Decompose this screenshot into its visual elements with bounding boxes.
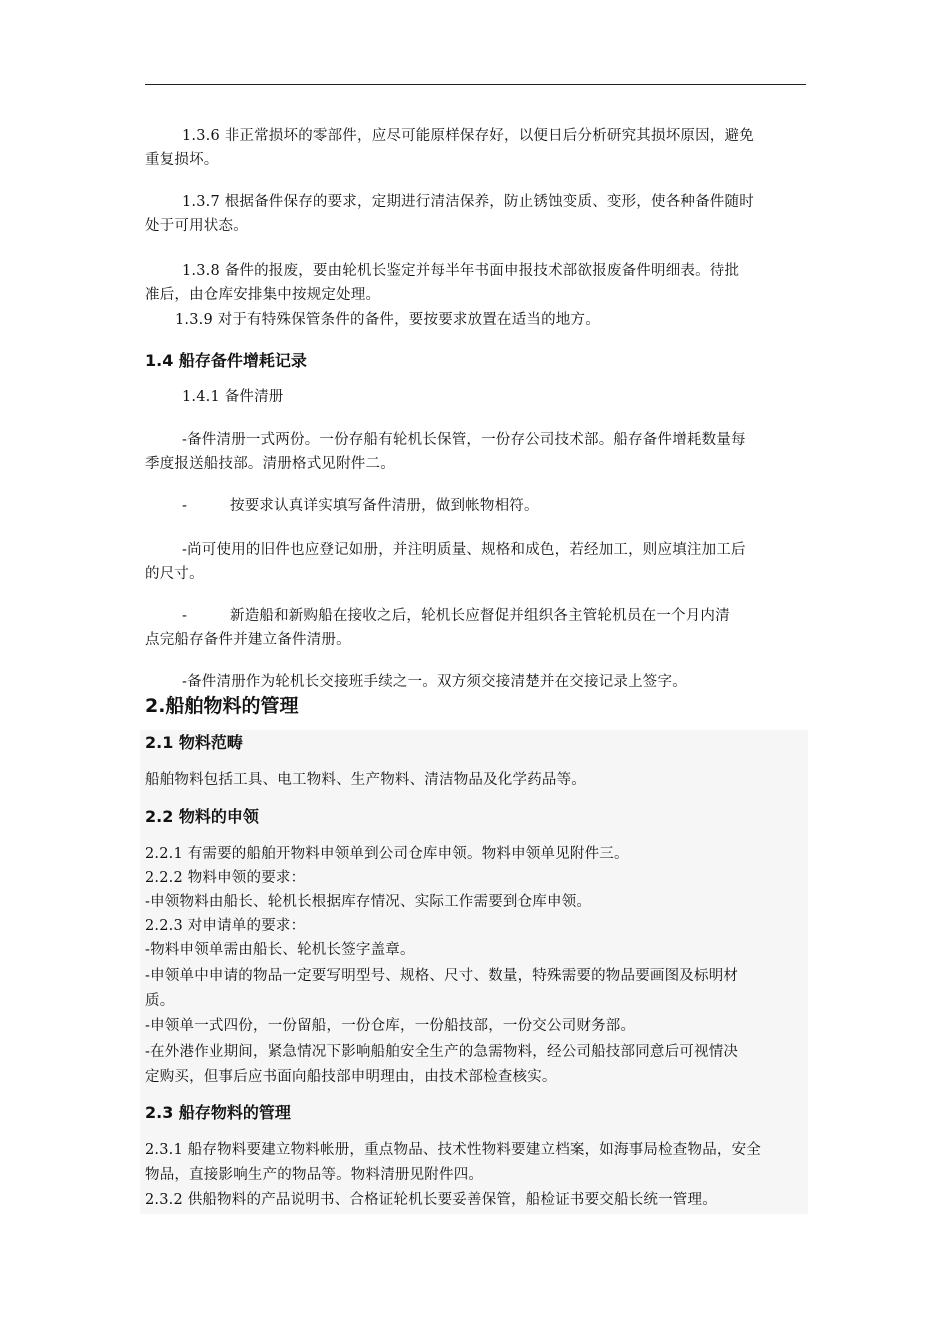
paragraph-1-3-6-line1: 1.3.6 非正常损坏的零部件，应尽可能原样保存好，以便日后分析研究其损坏原因，避免 <box>182 128 754 144</box>
bullet-2-dash: - <box>182 498 188 514</box>
paragraph-2-3-line: 物品，直接影响生产的物品等。物料清册见附件四。 <box>145 1167 484 1183</box>
paragraph-1-3-7-line1: 1.3.7 根据备件保存的要求，定期进行清洁保养，防止锈蚀变质、变形，使各种备件随时 <box>182 194 754 210</box>
section-heading-2-1: 2.1 物料范畴 <box>145 733 243 752</box>
paragraph-2-2-line: -在外港作业期间，紧急情况下影响船舶安全生产的急需物料，经公司船技部同意后可视情决 <box>145 1044 739 1060</box>
paragraph-1-3-7-line2: 处于可用状态。 <box>145 218 248 234</box>
section-heading-2-3: 2.3 船存物料的管理 <box>145 1103 291 1122</box>
bullet-4-dash: - <box>182 608 188 624</box>
section-heading-1-4: 1.4 船存备件增耗记录 <box>145 351 307 370</box>
paragraph-2-2-line: -申领单中申请的物品一定要写明型号、规格、尺寸、数量，特殊需要的物品要画图及标明材 <box>145 968 739 984</box>
paragraph-1-3-8-line2: 准后，由仓库安排集中按规定处理。 <box>145 287 381 303</box>
paragraph-1-3-9: 1.3.9 对于有特殊保管条件的备件，要按要求放置在适当的地方。 <box>175 312 600 328</box>
subheading-1-4-1: 1.4.1 备件清册 <box>182 389 284 405</box>
bullet-1-line1: -备件清册一式两份。一份存船有轮机长保管，一份存公司技术部。船存备件增耗数量每 <box>182 432 746 448</box>
paragraph-2-3-line: 2.3.1 船存物料要建立物料帐册，重点物品、技术性物料要建立档案，如海事局检查物品，安全 <box>145 1142 761 1158</box>
paragraph-2-2-line: 2.2.1 有需要的船舶开物料申领单到公司仓库申领。物料申领单见附件三。 <box>145 846 629 862</box>
paragraph-1-3-6-line2: 重复损坏。 <box>145 152 219 168</box>
paragraph-2-2-line: -申领物料由船长、轮机长根据库存情况、实际工作需要到仓库申领。 <box>145 894 592 910</box>
paragraph-2-2-line: 定购买，但事后应书面向船技部申明理由，由技术部检查核实。 <box>145 1069 557 1085</box>
paragraph-1-3-8-line1: 1.3.8 备件的报废，要由轮机长鉴定并每半年书面申报技术部欲报废备件明细表。待批 <box>182 263 740 279</box>
bullet-5: -备件清册作为轮机长交接班手续之一。双方须交接清楚并在交接记录上签字。 <box>182 674 687 690</box>
chapter-heading-2: 2.船舶物料的管理 <box>145 695 299 717</box>
bullet-4-line2: 点完船存备件并建立备件清册。 <box>145 632 351 648</box>
header-rule <box>145 84 806 85</box>
bullet-2-text: 按要求认真详实填写备件清册，做到帐物相符。 <box>230 498 539 514</box>
section-heading-2-2: 2.2 物料的申领 <box>145 807 259 826</box>
paragraph-2-2-line: 质。 <box>145 993 175 1009</box>
paragraph-2-2-line: -申领单一式四份，一份留船，一份仓库，一份船技部，一份交公司财务部。 <box>145 1018 636 1034</box>
bullet-3-line1: -尚可使用的旧件也应登记如册，并注明质量、规格和成色，若经加工，则应填注加工后 <box>182 542 746 558</box>
bullet-3-line2: 的尺寸。 <box>145 566 204 582</box>
paragraph-2-3-line: 2.3.2 供船物料的产品说明书、合格证轮机长要妥善保管，船检证书要交船长统一管理。 <box>145 1192 717 1208</box>
paragraph-2-2-line: 2.2.2 物料申领的要求： <box>145 870 306 886</box>
paragraph-2-2-line: -物料申领单需由船长、轮机长签字盖章。 <box>145 942 415 958</box>
paragraph-2-1: 船舶物料包括工具、电工物料、生产物料、清洁物品及化学药品等。 <box>145 772 586 788</box>
paragraph-2-2-line: 2.2.3 对申请单的要求： <box>145 918 306 934</box>
bullet-4-text: 新造船和新购船在接收之后，轮机长应督促并组织各主管轮机员在一个月内清 <box>230 608 730 624</box>
bullet-1-line2: 季度报送船技部。清册格式见附件二。 <box>145 456 395 472</box>
